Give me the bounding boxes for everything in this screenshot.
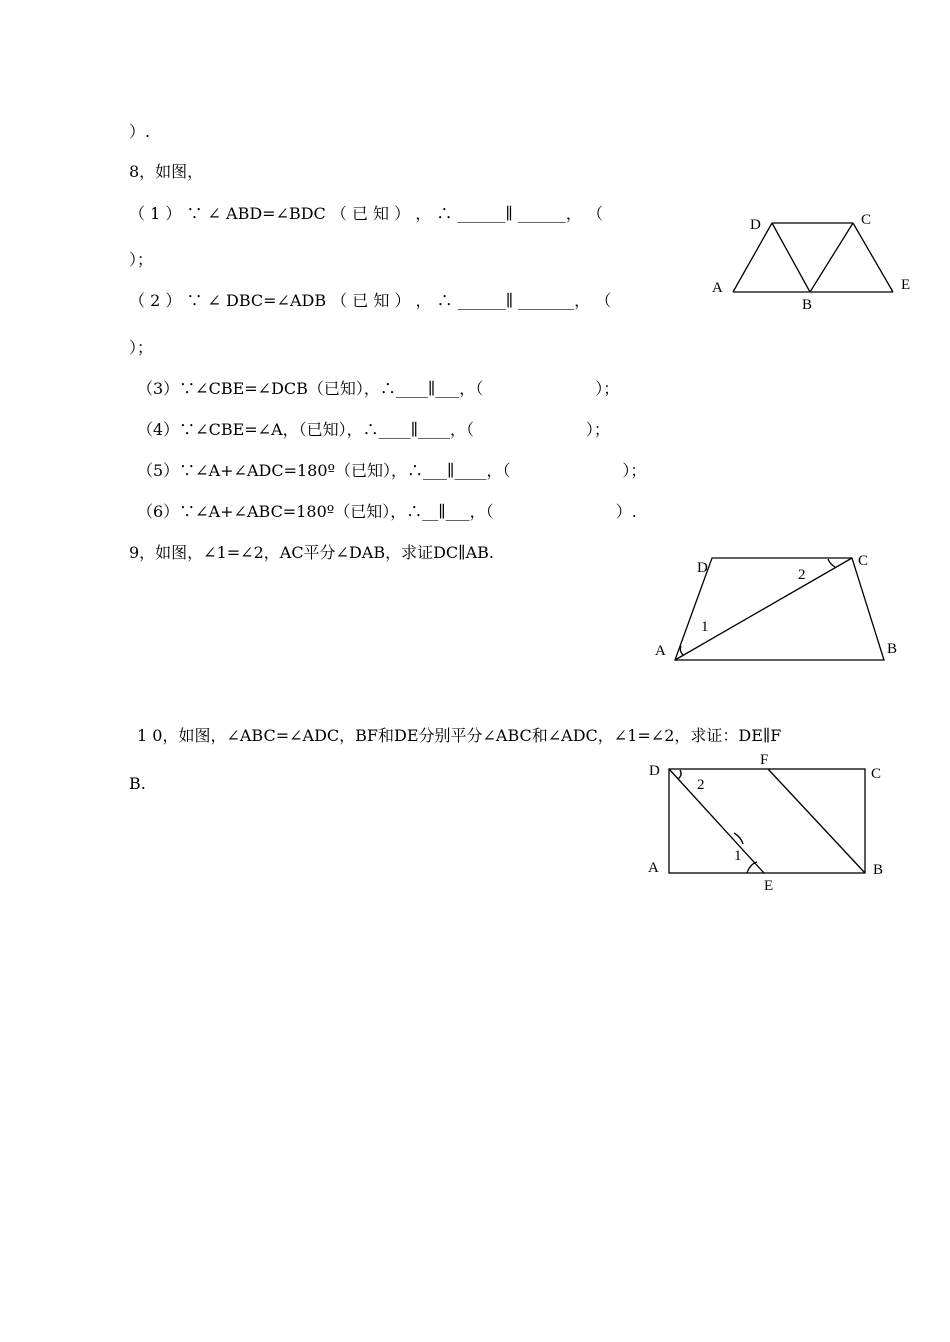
segment-DE — [669, 769, 764, 873]
label-B: B — [873, 862, 884, 878]
q8-part2-line1: （ 2 ） ∵ ∠ DBC=∠ADB （ 已 知 ） ， ∴ ______∥ _______， （ — [129, 291, 612, 310]
label-B: B — [802, 297, 813, 313]
segment-FB — [768, 769, 865, 873]
segment-AD — [733, 223, 772, 292]
label-E: E — [764, 878, 774, 894]
label-C: C — [858, 553, 869, 569]
angle-mark-D — [678, 770, 681, 779]
label-F: F — [760, 752, 769, 768]
angle-label-2: 2 — [697, 777, 705, 793]
angle-mark-A — [680, 646, 683, 655]
q8-part6: （6）∵∠A+∠ABC=180º（已知），∴__∥___，（ ）. — [137, 502, 637, 521]
label-A: A — [655, 643, 666, 659]
label-D: D — [649, 763, 660, 779]
label-E: E — [901, 277, 911, 293]
figure-q8-lines — [733, 223, 893, 292]
q8-part5: （5）∵∠A+∠ADC=180º（已知），∴___∥____，（ ）； — [137, 461, 647, 480]
angle-label-1: 1 — [734, 848, 742, 864]
q8-part3: （3）∵∠CBE=∠DCB（已知），∴____∥___，（ ）； — [137, 379, 620, 398]
label-D: D — [750, 217, 761, 233]
figure-q9 — [645, 545, 910, 670]
q8-part4: （4）∵∠CBE=∠A，（已知），∴____∥____，（ ）； — [137, 420, 610, 439]
label-B: B — [887, 641, 898, 657]
angle-label-1: 1 — [701, 619, 709, 635]
q9-statement: 9，如图，∠1=∠2，AC平分∠DAB，求证DC∥AB. — [129, 543, 494, 562]
label-C: C — [861, 212, 872, 228]
label-A: A — [712, 280, 723, 296]
label-D: D — [697, 560, 708, 576]
q8-part1-line1: （ 1 ） ∵ ∠ ABD=∠BDC （ 已 知 ） ， ∴ ______∥ ______， （ — [129, 204, 603, 223]
q10-statement-line2: B. — [129, 774, 146, 793]
q8-part1-line2: ）； — [129, 250, 154, 269]
segment-DB — [772, 223, 810, 292]
label-C: C — [871, 766, 882, 782]
q8-part2-line2: ）； — [129, 338, 154, 357]
q8-title: 8，如图， — [129, 162, 204, 181]
figure-q10 — [640, 745, 900, 895]
segment-CE — [853, 223, 893, 292]
figure-q8 — [705, 205, 920, 315]
angle-label-2: 2 — [798, 567, 806, 583]
q10-statement-line1: 1 0，如图，∠ABC=∠ADC，BF和DE分别平分∠ABC和∠ADC，∠1=∠2，求证：DE∥F — [137, 726, 782, 745]
label-A: A — [648, 860, 659, 876]
continuation-line: ）. — [129, 122, 151, 141]
segment-BC — [810, 223, 853, 292]
angle-mark-C — [828, 559, 835, 567]
